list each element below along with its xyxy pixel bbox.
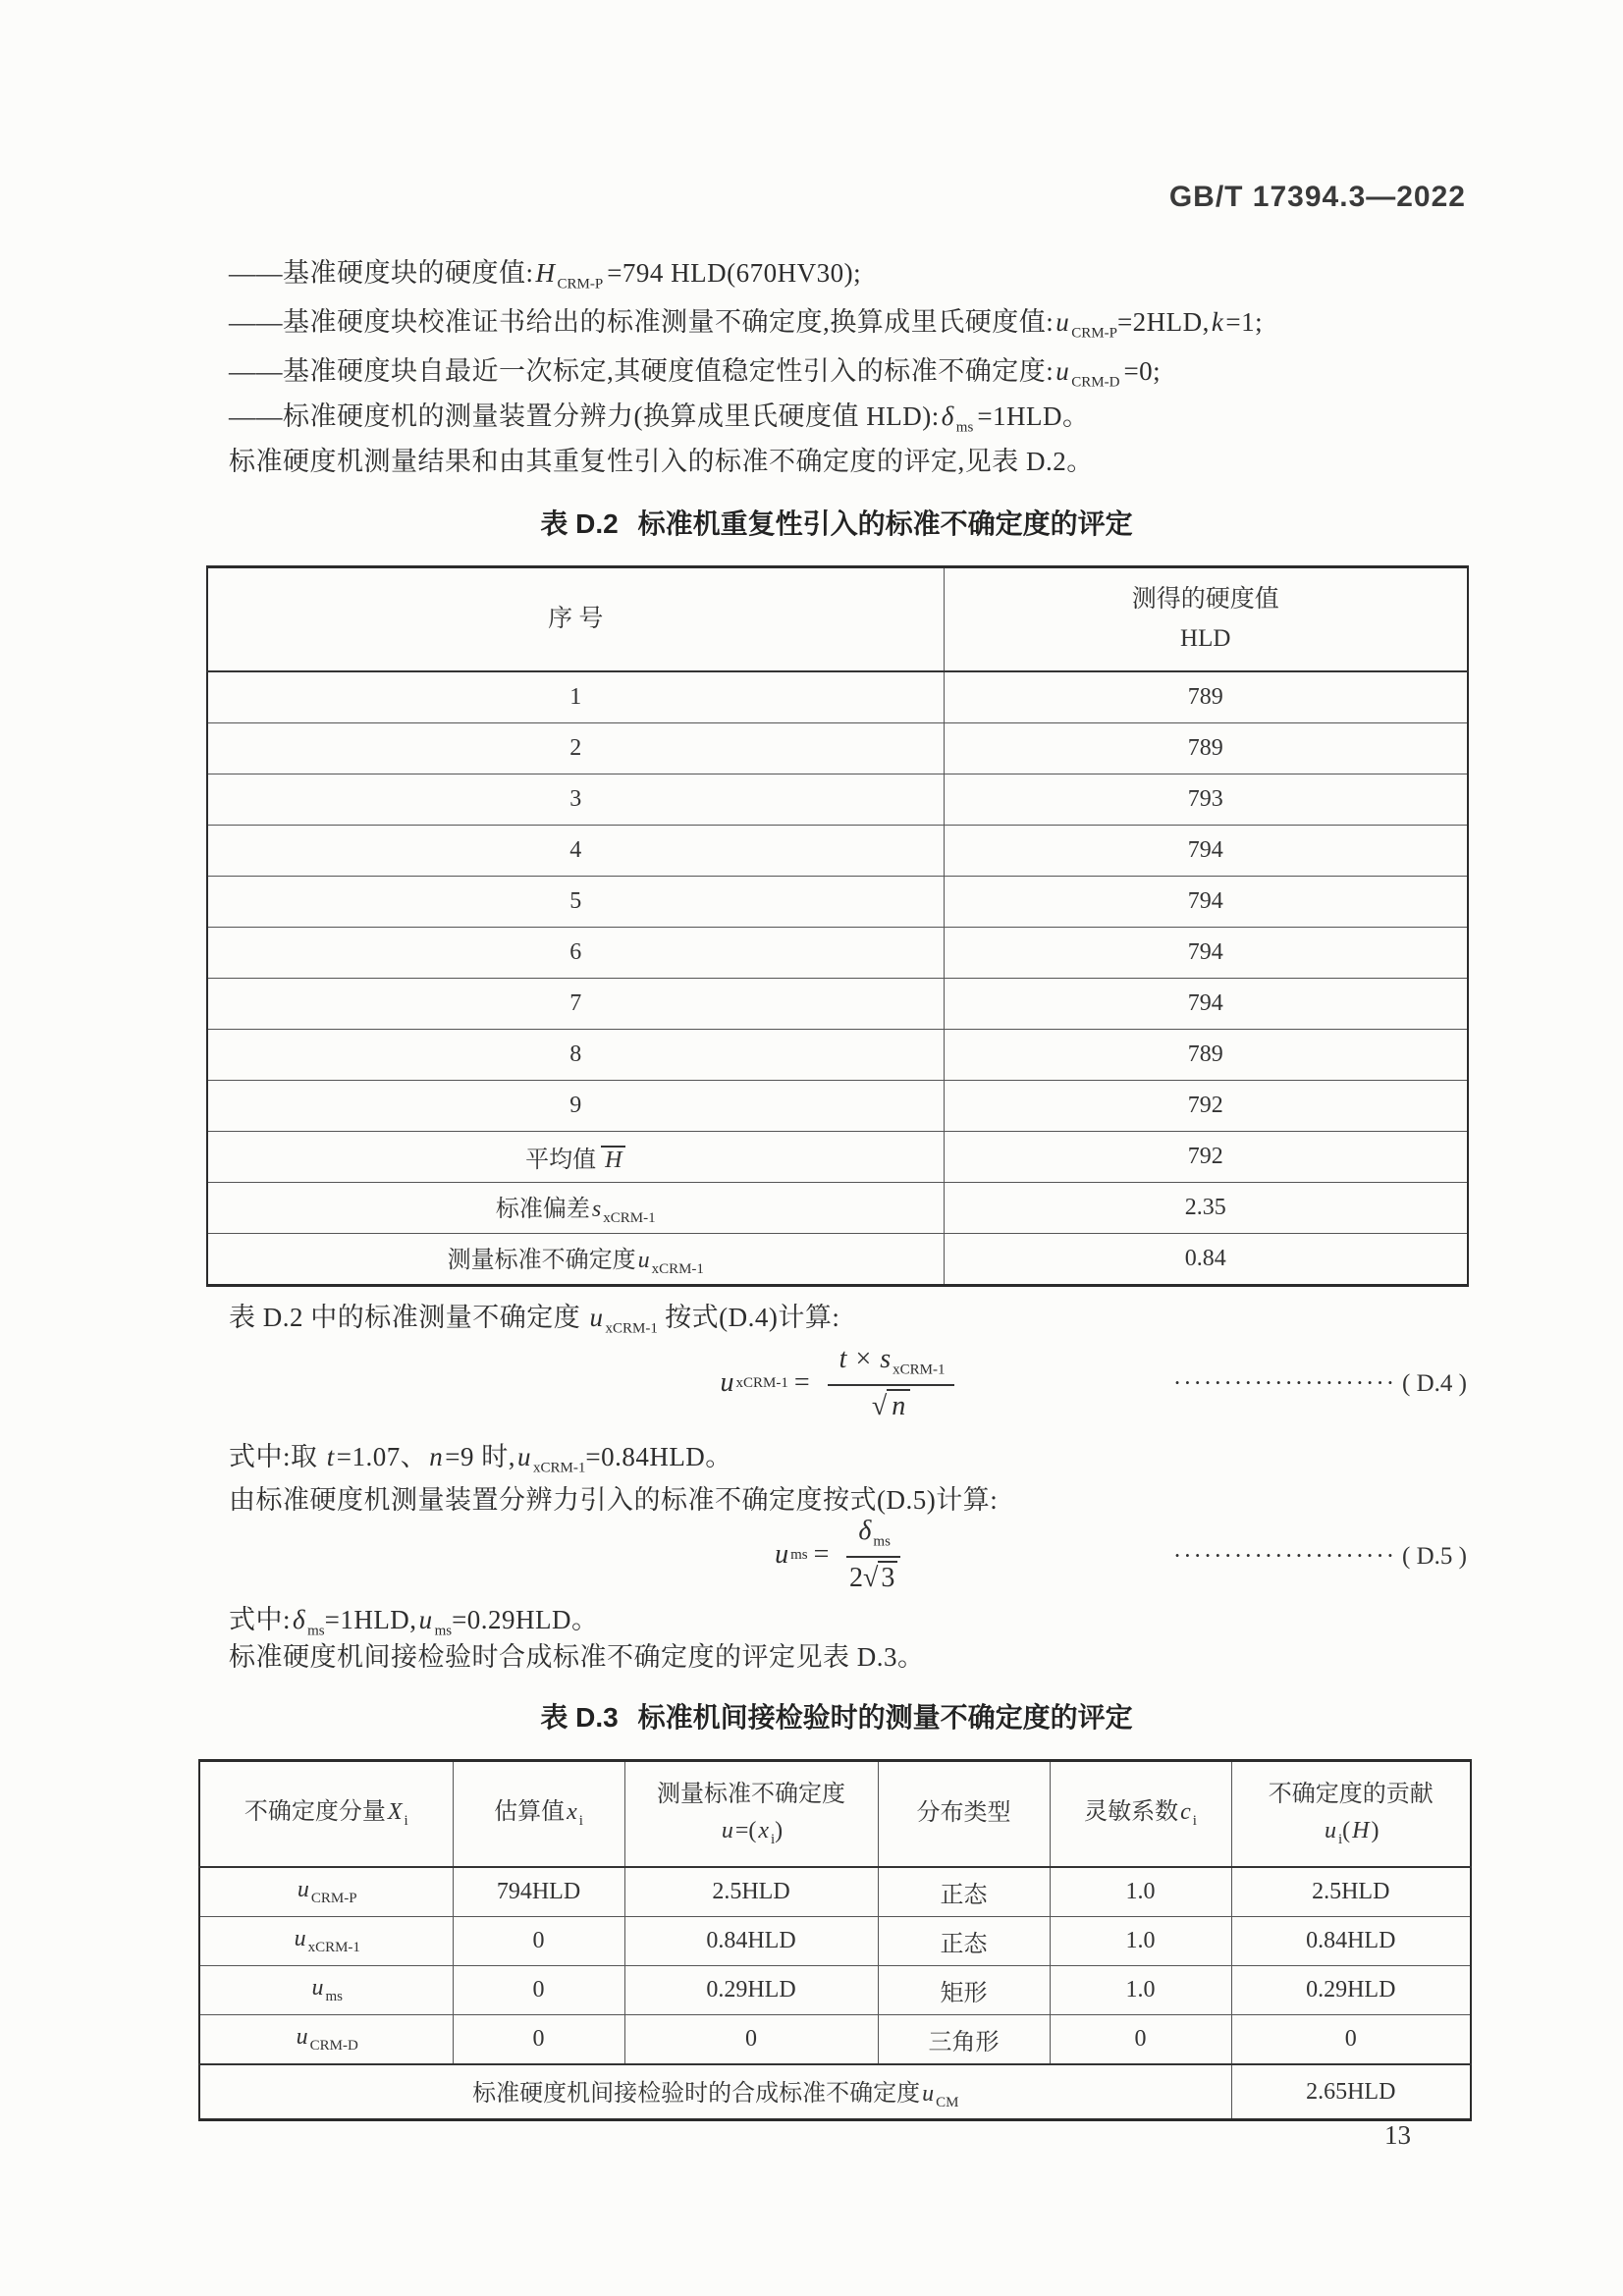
table-row: [207, 826, 1468, 877]
dash: ——: [229, 356, 283, 386]
cell-contribution: 2.5HLD: [1231, 1867, 1471, 1917]
dot-leader: ······················: [1172, 1543, 1397, 1570]
cell-value: 794: [944, 979, 1468, 1030]
cell-value: 789: [944, 671, 1468, 723]
paragraph-table-d3-intro: 标准硬度机间接检验时合成标准不确定度的评定见表 D.3。: [229, 1642, 925, 1672]
cell-no: 5: [207, 877, 944, 928]
cell-distribution: 矩形: [878, 1966, 1050, 2015]
bullet-line-resolution: ——标准硬度机的测量装置分辨力(换算成里氏硬度值 HLD):δ $_{ms}$ =1HLD。: [229, 401, 1090, 436]
cell-value: 793: [944, 774, 1468, 826]
cell-value: 0.84: [944, 1234, 1468, 1286]
dash: ——: [229, 307, 283, 337]
cell-uncertainty: 0.84HLD: [624, 1917, 878, 1966]
cell-value: 2.35: [944, 1183, 1468, 1234]
table-row-average: [207, 1132, 1468, 1183]
column-header-standard-uncertainty: 测量标准不确定度 u=(x $_i$): [624, 1761, 878, 1868]
table-row: [199, 1867, 1471, 1917]
table-d3-footer-row: [199, 2064, 1471, 2120]
cell-no: 2: [207, 723, 944, 774]
cell-no: 6: [207, 928, 944, 979]
note-line-d5: 式中:δ $_{ms}$=1HLD,u $_{ms}$=0.29HLD。: [229, 1605, 599, 1639]
table-row: [199, 1917, 1471, 1966]
paragraph-formula-d4-intro: 表 D.2 中的标准测量不确定度 u $_{xCRM-1}$ 按式(D.4)计算:: [229, 1303, 840, 1337]
table-row: [207, 774, 1468, 826]
cell-component: u $_{CRM-P}$: [199, 1867, 453, 1917]
table-row: [207, 877, 1468, 928]
dash: ——: [229, 401, 283, 431]
cell-estimate: 0: [453, 1966, 624, 2015]
cell-no: 1: [207, 671, 944, 723]
cell-value: 794: [944, 928, 1468, 979]
cell-value: 794: [944, 877, 1468, 928]
table-row: [207, 1030, 1468, 1081]
bullet-line-stability-uncertainty: ——基准硬度块自最近一次标定,其硬度值稳定性引入的标准不确定度:u $_{CRM-D}$ =0;: [229, 356, 1162, 391]
cell-sensitivity: 1.0: [1050, 1867, 1231, 1917]
table-row: [207, 928, 1468, 979]
table-row: [207, 723, 1468, 774]
dash: ——: [229, 258, 283, 288]
cell-value: 794: [944, 826, 1468, 877]
cell-distribution: 正态: [878, 1917, 1050, 1966]
formula-d4-label: ( D.4 ): [1402, 1370, 1467, 1397]
table-row: [207, 979, 1468, 1030]
column-header-measured-hardness: 测得的硬度值 HLD: [944, 567, 1468, 672]
cell-contribution: 0.29HLD: [1231, 1966, 1471, 2015]
cell-combined-uncertainty-label: 标准硬度机间接检验时的合成标准不确定度u $_{CM}$: [199, 2064, 1231, 2120]
table-d2-header-row: [207, 567, 1468, 672]
formula-d4: [206, 1331, 1467, 1435]
cell-sensitivity: 1.0: [1050, 1966, 1231, 2015]
overline-H: H: [601, 1146, 625, 1173]
table-row: [199, 1966, 1471, 2015]
table-d2-number: 表 D.2: [540, 508, 619, 539]
formula-d5-leader: [1173, 1543, 1467, 1571]
cell-component: u $_{xCRM-1}$: [199, 1917, 453, 1966]
cell-distribution: 三角形: [878, 2015, 1050, 2065]
cell-contribution: 0.84HLD: [1231, 1917, 1471, 1966]
table-row: [199, 2015, 1471, 2065]
table-row: [207, 671, 1468, 723]
fraction: $\frac{t \times s _{xCRM-1}}{√ n}$: [828, 1344, 955, 1422]
table-d2-title: 表 D.2 标准机重复性引入的标准不确定度的评定: [540, 508, 1133, 539]
formula-d4-leader: [1173, 1370, 1467, 1398]
equation-d4: u xCRM-1 = $\frac{t \times s _{xCRM-1}}{√ n}$: [206, 1331, 1467, 1435]
cell-value: 792: [944, 1132, 1468, 1183]
cell-sensitivity: 1.0: [1050, 1917, 1231, 1966]
cell-no: 8: [207, 1030, 944, 1081]
cell-value: 789: [944, 1030, 1468, 1081]
cell-distribution: 正态: [878, 1867, 1050, 1917]
table-d2: [206, 565, 1469, 1287]
cell-label: 标准偏差s $_{xCRM-1}$: [207, 1183, 944, 1234]
table-d3-number: 表 D.3: [540, 1702, 619, 1733]
formula-d5: [206, 1500, 1467, 1610]
column-header-contribution: 不确定度的贡献 u $_i$(H): [1231, 1761, 1471, 1868]
cell-uncertainty: 2.5HLD: [624, 1867, 878, 1917]
table-row: [207, 1081, 1468, 1132]
cell-estimate: 794HLD: [453, 1867, 624, 1917]
table-d3-title: 表 D.3 标准机间接检验时的测量不确定度的评定: [540, 1702, 1133, 1733]
cell-sensitivity: 0: [1050, 2015, 1231, 2065]
note-line-d4: 式中:取 t=1.07、n=9 时,u $_{xCRM-1}$=0.84HLD。: [229, 1442, 732, 1476]
cell-label: 平均值 H: [207, 1132, 944, 1183]
cell-combined-uncertainty-value: 2.65HLD: [1231, 2064, 1471, 2120]
cell-no: 7: [207, 979, 944, 1030]
table-d3: [198, 1759, 1472, 2121]
standard-number: GB/T 17394.3—2022: [1168, 181, 1466, 213]
cell-no: 3: [207, 774, 944, 826]
cell-uncertainty: 0.29HLD: [624, 1966, 878, 2015]
table-row-measurement-uncertainty: [207, 1234, 1468, 1286]
cell-estimate: 0: [453, 1917, 624, 1966]
bullet-line-certificate-uncertainty: ——基准硬度块校准证书给出的标准测量不确定度,换算成里氏硬度值:u $_{CRM-P}$=2HLD,k=1;: [229, 307, 1264, 342]
table-row-std-deviation: [207, 1183, 1468, 1234]
dot-leader: ······················: [1172, 1370, 1397, 1397]
cell-component: u $_{ms}$: [199, 1966, 453, 2015]
cell-no: 4: [207, 826, 944, 877]
column-header-serial: 序 号: [207, 567, 944, 672]
cell-uncertainty: 0: [624, 2015, 878, 2065]
page-number: 13: [1384, 2120, 1411, 2150]
cell-label: 测量标准不确定度u $_{xCRM-1}$: [207, 1234, 944, 1286]
cell-value: 789: [944, 723, 1468, 774]
cell-contribution: 0: [1231, 2015, 1471, 2065]
paragraph-formula-d5-intro: 由标准硬度机测量装置分辨力引入的标准不确定度按式(D.5)计算:: [229, 1485, 999, 1515]
bullet-line-hardness-value: ——基准硬度块的硬度值:H $_{CRM-P}$ =794 HLD(670HV30);: [229, 258, 862, 293]
column-header-distribution: 分布类型: [878, 1761, 1050, 1868]
equation-d5: u ms = $\frac{\delta _{ms}}{2√ 3}$: [206, 1500, 1467, 1610]
cell-component: u $_{CRM-D}$: [199, 2015, 453, 2065]
table-d3-header-row: [199, 1761, 1471, 1868]
cell-value: 792: [944, 1081, 1468, 1132]
column-header-component: 不确定度分量X $_i$: [199, 1761, 453, 1868]
intro-paragraph: 标准硬度机测量结果和由其重复性引入的标准不确定度的评定,见表 D.2。: [229, 447, 1094, 476]
column-header-sensitivity: 灵敏系数c $_i$: [1050, 1761, 1231, 1868]
formula-d5-label: ( D.5 ): [1402, 1543, 1467, 1570]
cell-no: 9: [207, 1081, 944, 1132]
column-header-estimate: 估算值x $_i$: [453, 1761, 624, 1868]
fraction: $\frac{\delta _{ms}}{2√ 3}$: [846, 1516, 900, 1594]
cell-estimate: 0: [453, 2015, 624, 2065]
